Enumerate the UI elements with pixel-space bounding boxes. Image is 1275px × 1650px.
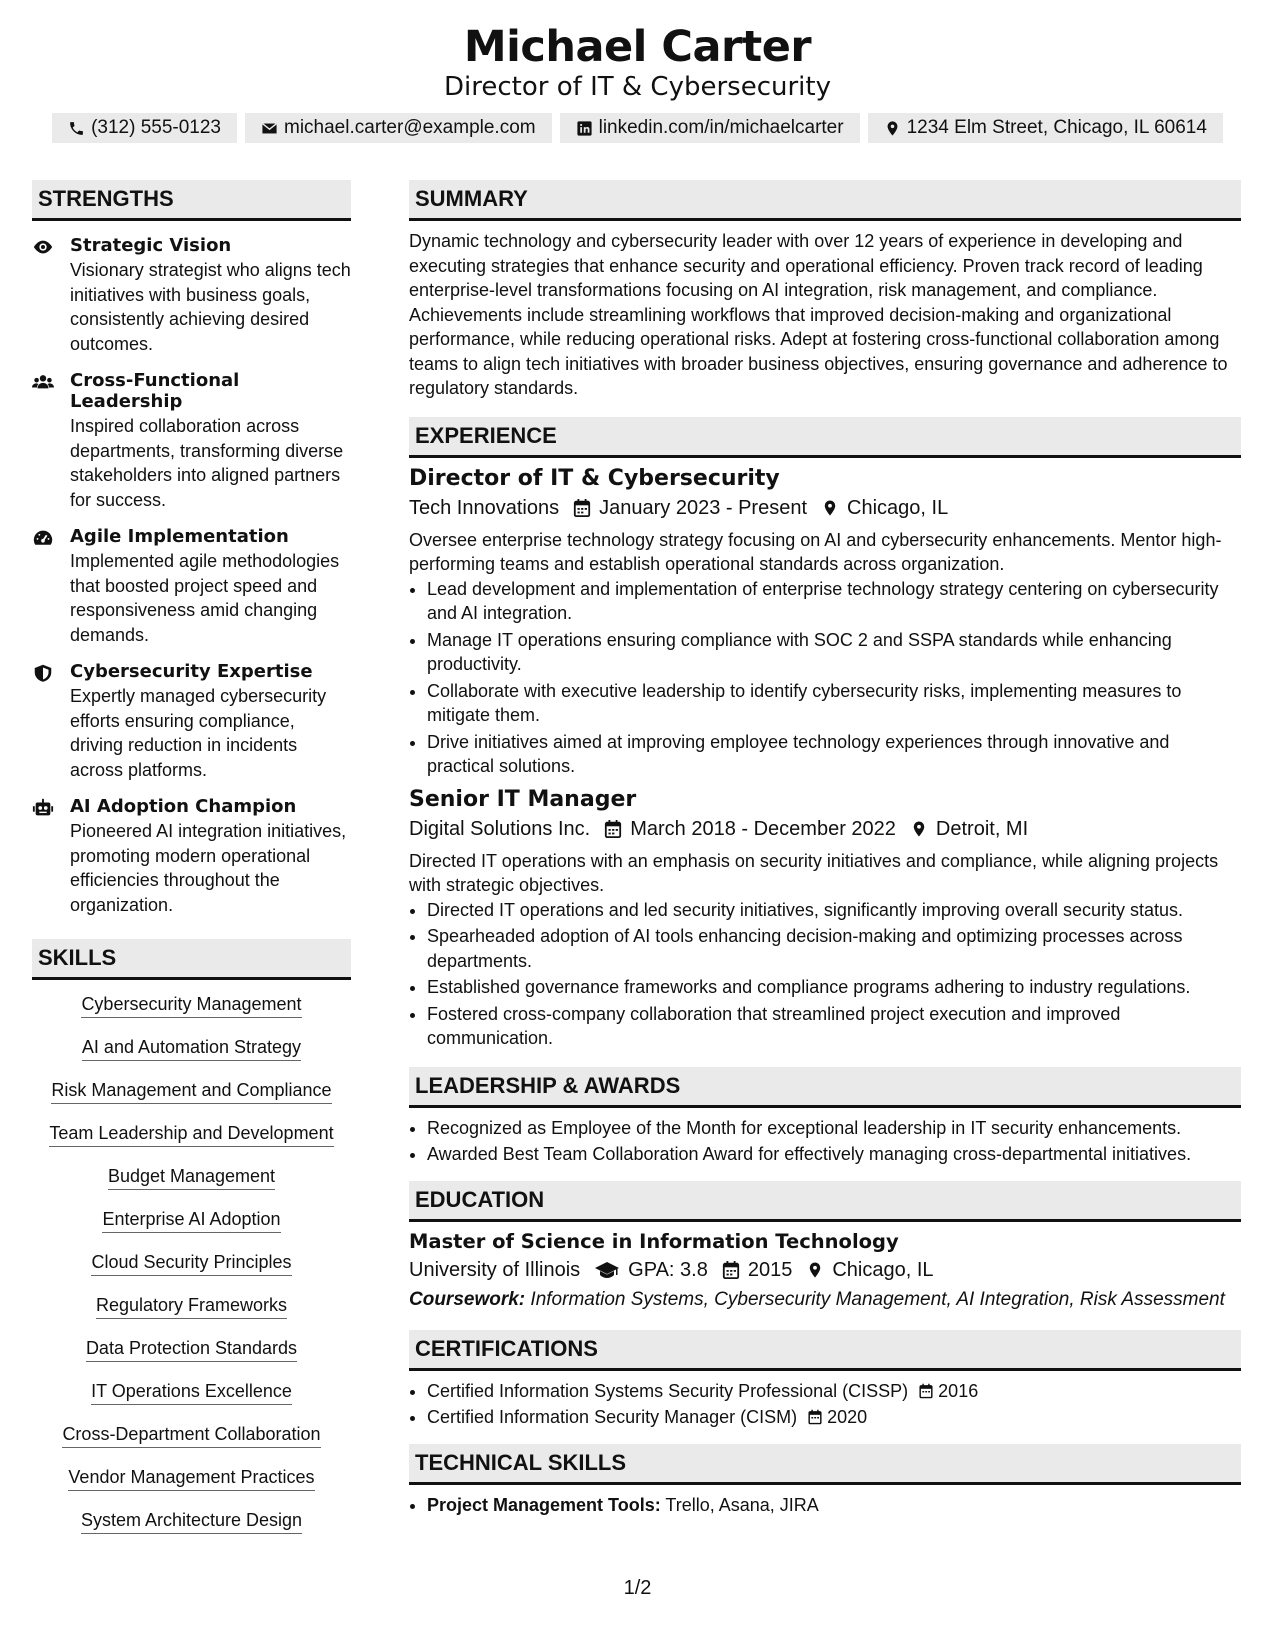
job-bullet: • Spearheaded adoption of AI tools enhancing decision-making and optimizing processes across departments.: [427, 924, 1241, 973]
contact-email-text: michael.carter@example.com: [284, 117, 536, 138]
strength-desc: Expertly managed cybersecurity efforts ensuring compliance, driving reduction in incidents across platforms.: [70, 686, 327, 780]
job-bullets: [409, 898, 1241, 1051]
calendar-icon: [722, 1260, 740, 1280]
strength-desc: Pioneered AI integration initiatives, promoting modern operational efficiencies throughout the organization.: [70, 821, 347, 915]
contact-linkedin[interactable]: [560, 113, 860, 143]
contact-address: [868, 113, 1223, 143]
graduation-cap-icon: [594, 1260, 620, 1280]
contact-bar: [0, 113, 1275, 143]
strength-item: [32, 796, 351, 917]
school-name: University of Illinois: [409, 1258, 581, 1281]
job-title: Senior IT Manager: [409, 786, 637, 812]
skill-item: AI and Automation Strategy: [32, 1037, 351, 1061]
certification-year: 2020: [827, 1407, 868, 1427]
technical-skills-heading: TECHNICAL SKILLS: [409, 1444, 1241, 1485]
calendar-icon: [807, 1409, 823, 1425]
certification-name: Certified Information Security Manager (CISM): [427, 1407, 798, 1427]
map-pin-icon: [884, 120, 901, 137]
summary-heading: SUMMARY: [409, 180, 1241, 221]
skill-item: Vendor Management Practices: [32, 1467, 351, 1491]
calendar-icon: [573, 498, 591, 518]
skill-item: Enterprise AI Adoption: [32, 1209, 351, 1233]
skill-item: System Architecture Design: [32, 1510, 351, 1534]
job-dates: March 2018 - December 2022: [630, 817, 896, 840]
technical-skill-label: Project Management Tools:: [427, 1494, 661, 1515]
strength-desc: Implemented agile methodologies that boosted project speed and responsiveness amid changing demands.: [70, 551, 340, 645]
job-title: Director of IT & Cybersecurity: [409, 465, 780, 491]
strength-item: [32, 370, 351, 512]
strength-title: Cross-Functional Leadership: [70, 370, 240, 412]
strength-item: [32, 235, 351, 356]
job-bullet: • Collaborate with executive leadership to identify cybersecurity risks, implementing measures to mitigate them.: [427, 679, 1241, 728]
skill-item: Cross-Department Collaboration: [32, 1424, 351, 1448]
phone-icon: [68, 120, 85, 137]
job-bullet: • Lead development and implementation of enterprise technology strategy centering on cybersecurity and AI integration.: [427, 577, 1241, 626]
linkedin-icon: [576, 120, 593, 137]
skill-item: Team Leadership and Development: [32, 1123, 351, 1147]
education-heading: EDUCATION: [409, 1181, 1241, 1222]
strength-desc: Inspired collaboration across departments, transforming diverse stakeholders into aligned partners for success.: [70, 416, 344, 510]
graduation-year: 2015: [747, 1258, 793, 1281]
award-item: • Awarded Best Team Collaboration Award for effectively managing cross-departmental initiatives.: [427, 1142, 1241, 1167]
job-entry: [409, 787, 1241, 1051]
experience-heading: EXPERIENCE: [409, 417, 1241, 458]
job-bullet: • Directed IT operations and led security initiatives, significantly improving overall security status.: [427, 898, 1241, 923]
contact-phone[interactable]: [52, 113, 237, 143]
strength-title: Cybersecurity Expertise: [70, 661, 313, 682]
job-company: Tech Innovations: [409, 496, 560, 519]
strength-desc: Visionary strategist who aligns tech initiatives with business goals, consistently achieving desired outcomes.: [70, 260, 351, 354]
coursework-label: Coursework:: [409, 1288, 526, 1310]
gauge-icon: [32, 528, 54, 548]
eye-icon: [32, 237, 54, 257]
certifications-heading: CERTIFICATIONS: [409, 1330, 1241, 1371]
degree-title: Master of Science in Information Technology: [409, 1229, 899, 1253]
job-bullets: [409, 577, 1241, 779]
awards-list: [409, 1116, 1241, 1167]
candidate-name: Michael Carter: [463, 22, 812, 72]
job-entry: [409, 466, 1241, 779]
job-summary: Oversee enterprise technology strategy focusing on AI and cybersecurity enhancements. Mentor high-performing teams and establish operational standards across organization.: [409, 529, 1222, 574]
skill-item: Regulatory Frameworks: [32, 1295, 351, 1319]
job-bullet: • Drive initiatives aimed at improving employee technology experiences through innovative and practical solutions.: [427, 730, 1241, 779]
users-icon: [32, 372, 54, 392]
page-number: 1/2: [623, 1577, 652, 1599]
strength-title: Strategic Vision: [70, 235, 232, 256]
skill-item: Cloud Security Principles: [32, 1252, 351, 1276]
map-pin-icon: [806, 1260, 824, 1280]
map-pin-icon: [910, 819, 928, 839]
skill-item: IT Operations Excellence: [32, 1381, 351, 1405]
education-meta: [409, 1259, 1241, 1282]
job-bullet: • Manage IT operations ensuring compliance with SOC 2 and SSPA standards while enhancing productivity.: [427, 628, 1241, 677]
skills-list: [32, 994, 351, 1534]
contact-linkedin-text: linkedin.com/in/michaelcarter: [598, 117, 844, 138]
strengths-heading: STRENGTHS: [32, 180, 351, 221]
strength-title: Agile Implementation: [70, 526, 289, 547]
strength-title: AI Adoption Champion: [70, 796, 297, 817]
skills-heading: SKILLS: [32, 939, 351, 980]
right-column: [409, 180, 1241, 1519]
envelope-icon: [261, 120, 278, 137]
strength-item: [32, 526, 351, 647]
contact-phone-text: (312) 555-0123: [91, 117, 221, 138]
robot-icon: [32, 798, 54, 818]
technical-skill-item: [427, 1493, 1241, 1518]
map-pin-icon: [821, 498, 839, 518]
certification-item: [427, 1405, 1241, 1430]
certification-name: Certified Information Systems Security Professional (CISSP): [427, 1380, 909, 1401]
skill-item: Cybersecurity Management: [32, 994, 351, 1018]
job-meta: [409, 818, 1241, 841]
technical-skills-list: [409, 1493, 1241, 1518]
job-location: Detroit, MI: [935, 817, 1029, 840]
school-location: Chicago, IL: [832, 1258, 934, 1281]
awards-heading: LEADERSHIP & AWARDS: [409, 1067, 1241, 1108]
job-meta: [409, 497, 1241, 520]
contact-address-text: 1234 Elm Street, Chicago, IL 60614: [906, 117, 1207, 138]
job-company: Digital Solutions Inc.: [409, 817, 591, 840]
certification-item: [427, 1379, 1241, 1404]
certification-year: 2016: [938, 1380, 979, 1401]
technical-skill-value: Trello, Asana, JIRA: [665, 1494, 819, 1515]
calendar-icon: [604, 819, 622, 839]
coursework-text: Information Systems, Cybersecurity Management, AI Integration, Risk Assessment: [530, 1288, 1225, 1310]
candidate-title: Director of IT & Cybersecurity: [444, 72, 831, 102]
award-item: • Recognized as Employee of the Month for exceptional leadership in IT security enhancements.: [427, 1116, 1241, 1141]
skill-item: Budget Management: [32, 1166, 351, 1190]
contact-email[interactable]: [245, 113, 552, 143]
certifications-list: [409, 1379, 1241, 1430]
left-column: [32, 180, 351, 1553]
calendar-icon: [918, 1383, 934, 1399]
skill-item: Data Protection Standards: [32, 1338, 351, 1362]
summary-text: Dynamic technology and cybersecurity leader with over 12 years of experience in developing and executing strategies that enhance security and operational efficiency. Proven track record of leading enterprise-level transformations focusing on AI integration, risk management, and compliance. Achievements include streamlining workflows that improved decision-making and organizational performance, while reducing operational risks. Adept at fostering cross-functional collaboration among teams to align tech initiatives with broader business objectives, ensuring governance and adherence to regulatory standards.: [409, 231, 1228, 398]
strength-item: [32, 661, 351, 782]
job-summary: Directed IT operations with an emphasis on security initiatives and compliance, while aligning projects with strategic objectives.: [409, 850, 1219, 895]
skill-item: Risk Management and Compliance: [32, 1080, 351, 1104]
job-location: Chicago, IL: [847, 496, 949, 519]
job-dates: January 2023 - Present: [599, 496, 808, 519]
job-bullet: • Established governance frameworks and compliance programs adhering to industry regulations.: [427, 975, 1241, 1000]
shield-icon: [32, 663, 54, 683]
job-bullet: • Fostered cross-company collaboration that streamlined project execution and improved communication.: [427, 1002, 1241, 1051]
gpa: GPA: 3.8: [628, 1258, 708, 1281]
coursework: [409, 1288, 1241, 1312]
